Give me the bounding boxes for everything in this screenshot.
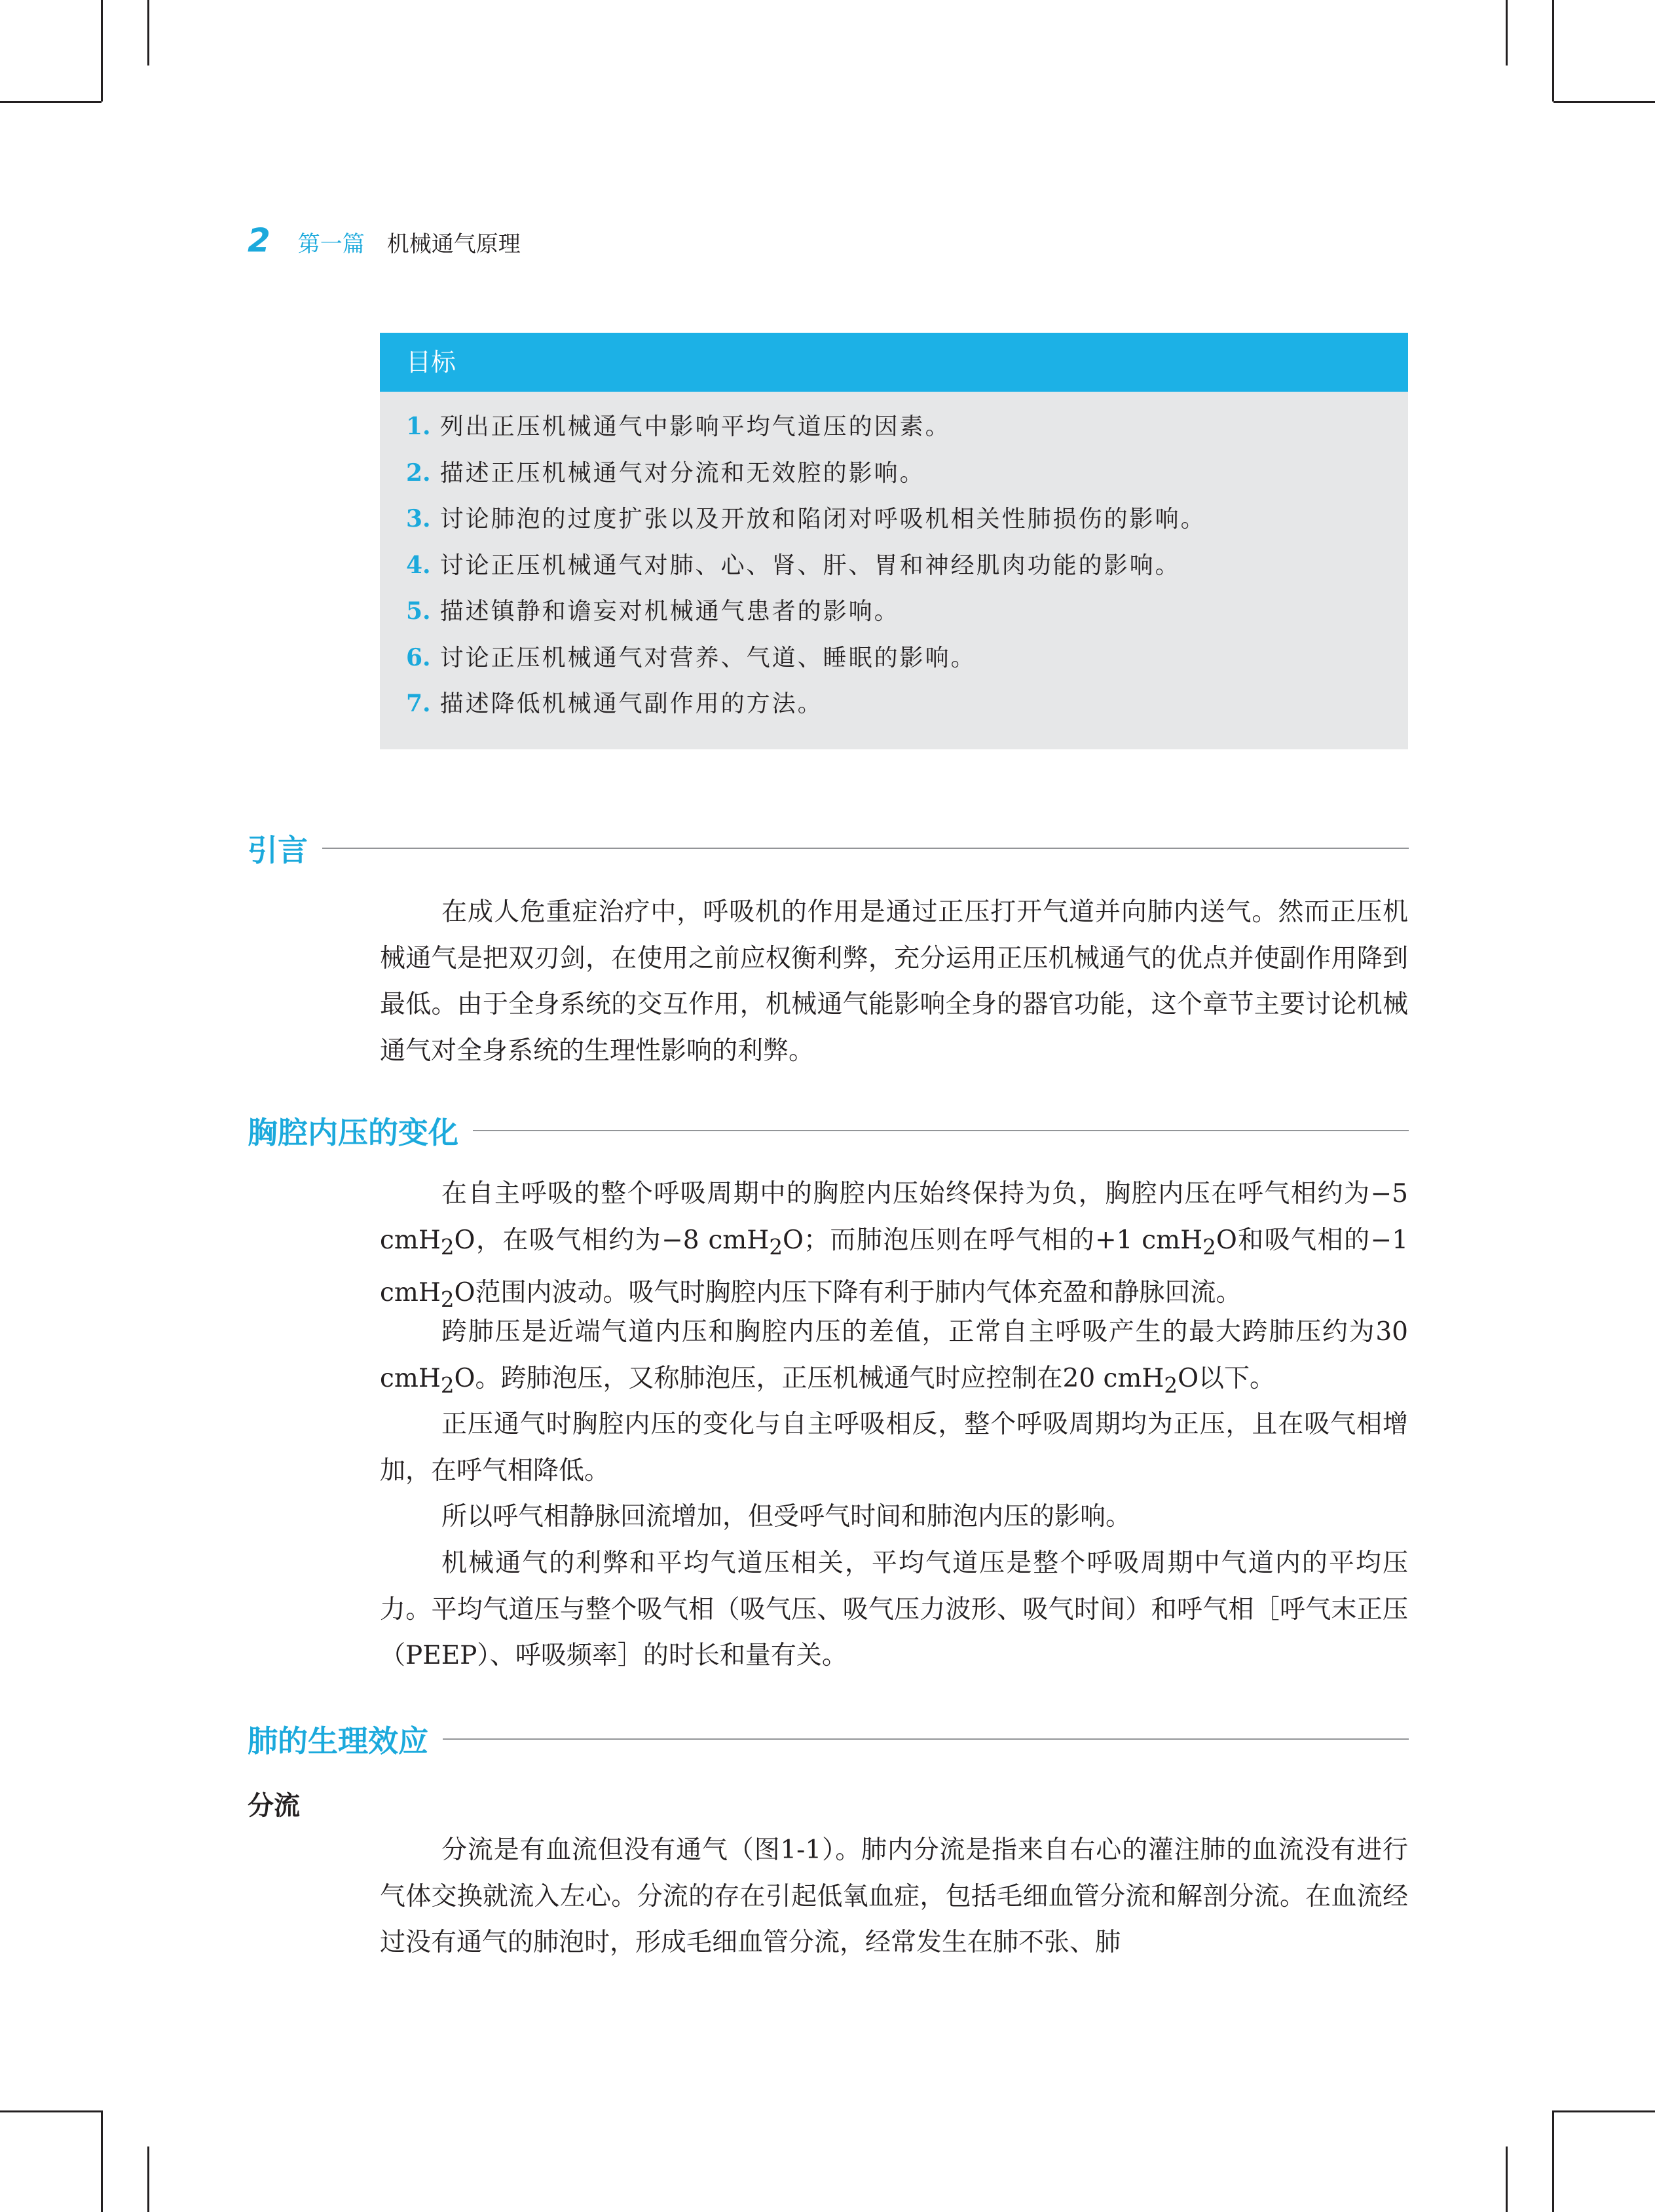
- crop-mark: [1553, 2110, 1655, 2112]
- text-run: O；而肺泡压则在呼气相的+1 cmH: [783, 1225, 1203, 1255]
- objective-text: 描述降低机械通气副作用的方法。: [439, 690, 823, 717]
- text-run: O以下。: [1178, 1363, 1276, 1393]
- text-run: O范围内波动。吸气时胸腔内压下降有利于肺内气体充盈和静脉回流。: [454, 1277, 1242, 1307]
- running-header: [248, 221, 521, 261]
- crop-mark: [0, 2110, 102, 2112]
- objective-text: 列出正压机械通气中影响平均气道压的因素。: [439, 413, 951, 440]
- objective-item: [406, 403, 1408, 450]
- crop-mark: [1552, 2110, 1554, 2212]
- text-run: 在自主呼吸的整个呼吸周期中的胸腔内压始终保持为负，胸腔内压在呼气相约为−5 cmH: [380, 1179, 1408, 1255]
- subscript: 2: [1202, 1234, 1216, 1260]
- crop-mark: [1506, 2146, 1508, 2212]
- thoracic-paragraph-5: 机械通气的利弊和平均气道压相关，平均气道压是整个呼吸周期中气道内的平均压力。平均气道压与整个吸气相（吸气压、吸气压力波形、吸气时间）和呼气相［呼气末正压（PEEP）、呼吸频率］的时长和量有关。: [380, 1548, 1408, 1670]
- crop-mark: [1552, 0, 1554, 102]
- subscript: 2: [440, 1234, 455, 1260]
- objective-item: [406, 542, 1408, 589]
- section-rule: [322, 848, 1409, 849]
- objective-item: [406, 588, 1408, 635]
- intro-paragraph: 在成人危重症治疗中，呼吸机的作用是通过正压打开气道并向肺内送气。然而正压机械通气是把双刃剑，在使用之前应权衡利弊，充分运用正压机械通气的优点并使副作用降到最低。由于全身系统的交互作用，机械通气能影响全身的器官功能，这个章节主要讨论机械通气对全身系统的生理性影响的利弊。: [380, 897, 1408, 1066]
- objectives-title: 目标: [380, 333, 1408, 392]
- crop-mark: [1506, 0, 1508, 66]
- objectives-box: [380, 333, 1408, 749]
- section-title: 引言: [248, 833, 308, 868]
- thoracic-paragraph-1: [380, 1171, 1408, 1322]
- objective-number: 7.: [406, 690, 431, 717]
- objective-item: [406, 450, 1408, 497]
- crop-mark: [0, 101, 102, 103]
- section-title: 肺的生理效应: [248, 1723, 428, 1759]
- shunt-paragraph: 分流是有血流但没有通气（图1-1）。肺内分流是指来自右心的灌注肺的血流没有进行气体交换就流入左心。分流的存在引起低氧血症，包括毛细血管分流和解剖分流。在血流经过没有通气的肺泡时，形成毛细血管分流，经常发生在肺不张、肺: [380, 1835, 1408, 1957]
- subsection-title: 分流: [248, 1791, 300, 1821]
- subscript: 2: [769, 1234, 783, 1260]
- objective-text: 讨论正压机械通气对营养、气道、睡眠的影响。: [439, 644, 976, 671]
- text-run: O和吸气相的−1 cmH: [380, 1225, 1409, 1307]
- crop-mark: [101, 0, 103, 102]
- crop-mark: [147, 0, 149, 66]
- objective-item: [406, 681, 1408, 727]
- objective-number: 3.: [406, 505, 431, 533]
- section-heading-intro: [248, 827, 1409, 870]
- objective-number: 1.: [406, 413, 431, 440]
- section-heading-lung: [248, 1717, 1409, 1761]
- crop-mark: [1553, 101, 1655, 103]
- thoracic-paragraph-2: [380, 1309, 1408, 1408]
- objective-item: [406, 496, 1408, 542]
- objectives-list: [380, 392, 1408, 727]
- thoracic-paragraph-4: 所以呼气相静脉回流增加，但受呼气时间和肺泡内压的影响。: [441, 1502, 1132, 1531]
- section-title: 胸腔内压的变化: [248, 1115, 458, 1150]
- part-label: 第一篇: [297, 231, 365, 257]
- objective-text: 描述正压机械通气对分流和无效腔的影响。: [439, 459, 925, 487]
- section-rule: [473, 1130, 1409, 1131]
- page-number: 2: [248, 221, 270, 259]
- objective-number: 4.: [406, 551, 431, 579]
- subscript: 2: [440, 1372, 455, 1398]
- text-run: O。跨肺泡压，又称肺泡压，正压机械通气时应控制在20 cmH: [454, 1363, 1164, 1393]
- subscript: 2: [440, 1286, 455, 1312]
- text-run: O，在吸气相约为−8 cmH: [454, 1225, 770, 1255]
- objective-number: 2.: [406, 459, 431, 487]
- objective-text: 描述镇静和谵妄对机械通气患者的影响。: [439, 598, 900, 625]
- section-rule: [443, 1738, 1409, 1740]
- section-heading-thoracic: [248, 1109, 1409, 1152]
- subscript: 2: [1164, 1372, 1178, 1398]
- part-title: 机械通气原理: [386, 231, 521, 257]
- crop-mark: [147, 2146, 149, 2212]
- objective-item: [406, 635, 1408, 681]
- objective-number: 6.: [406, 643, 431, 671]
- thoracic-paragraph-3: 正压通气时胸腔内压的变化与自主呼吸相反，整个呼吸周期均为正压，且在吸气相增加，在呼气相降低。: [380, 1410, 1408, 1486]
- text-run: 跨肺压是近端气道内压和胸腔内压的差值，正常自主呼吸产生的最大跨肺压约为30 cmH: [380, 1317, 1408, 1393]
- objective-number: 5.: [406, 597, 431, 625]
- objective-text: 讨论正压机械通气对肺、心、肾、肝、胃和神经肌肉功能的影响。: [439, 552, 1181, 579]
- crop-mark: [101, 2110, 103, 2212]
- objective-text: 讨论肺泡的过度扩张以及开放和陷闭对呼吸机相关性肺损伤的影响。: [439, 506, 1206, 533]
